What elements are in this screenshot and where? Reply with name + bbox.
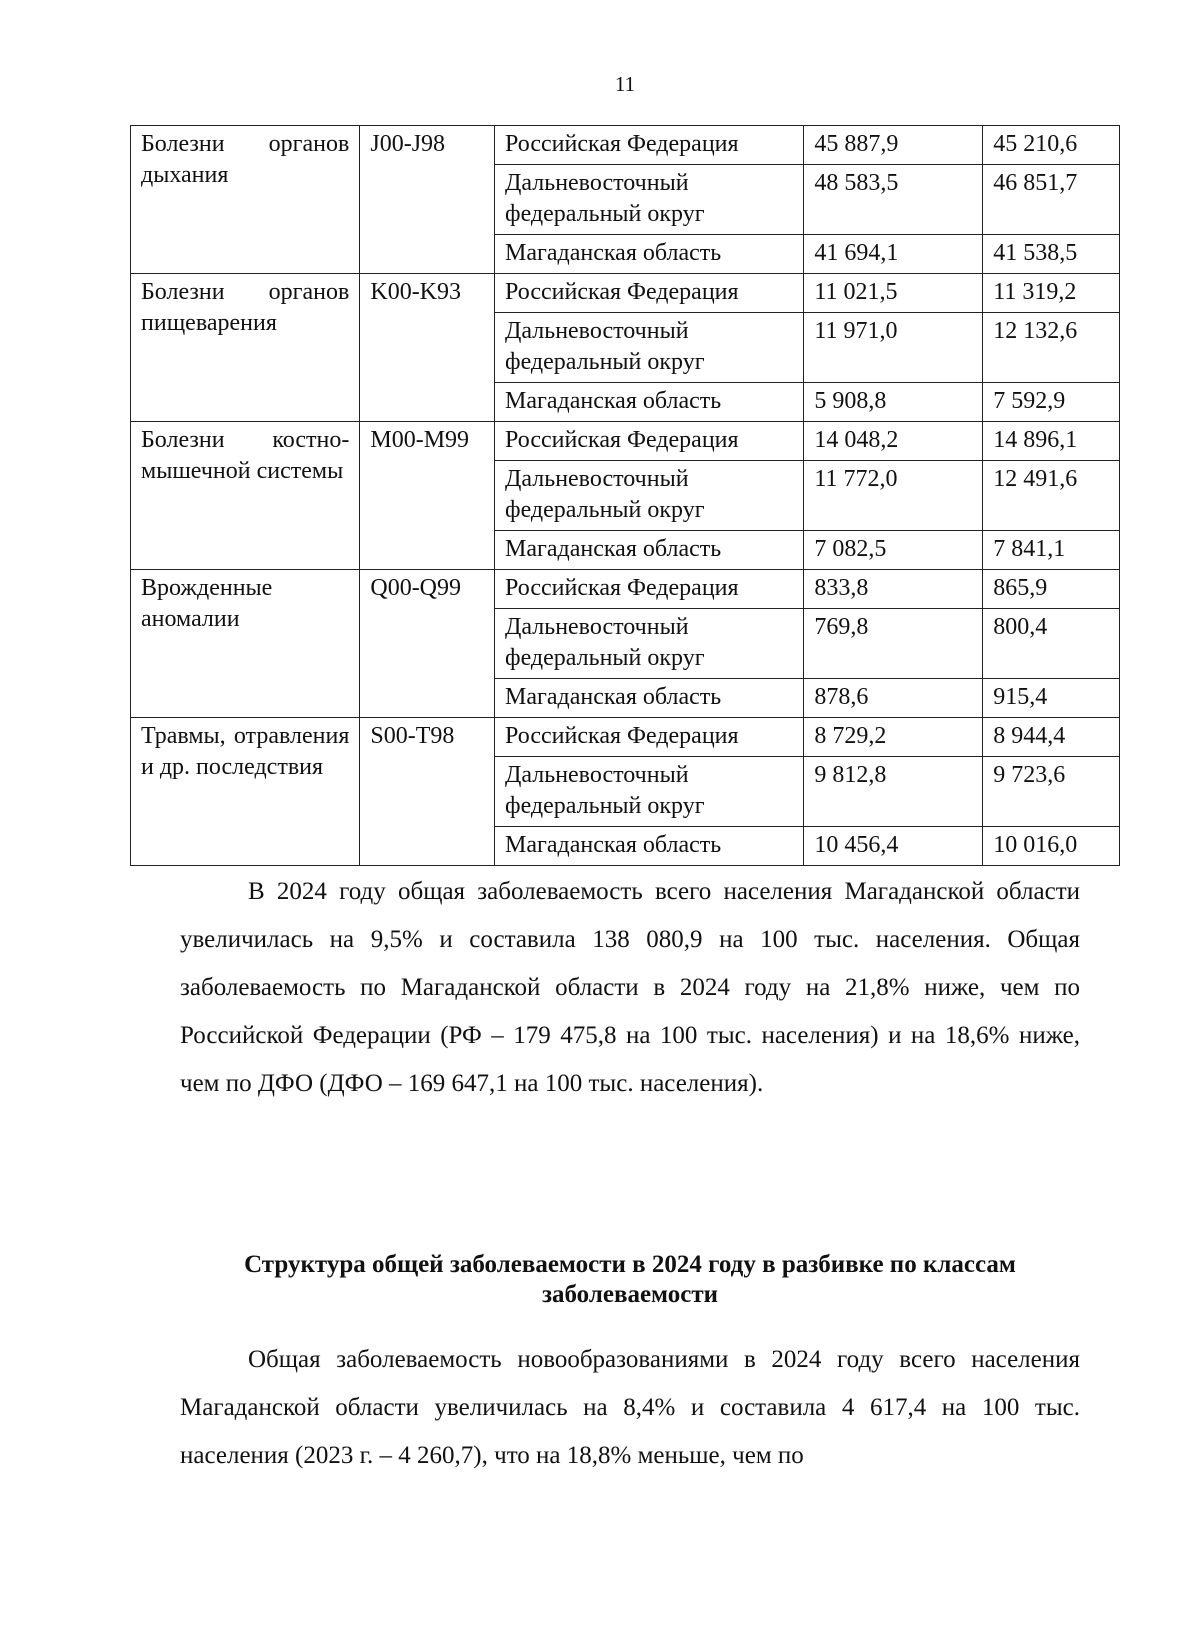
value-2023-cell: 769,8 xyxy=(804,609,983,679)
value-2023-cell: 11 971,0 xyxy=(804,313,983,383)
region-cell: Магаданская область xyxy=(495,383,804,422)
value-2024-cell: 46 851,7 xyxy=(983,165,1120,235)
value-2024-cell: 7 841,1 xyxy=(983,531,1120,570)
paragraph-neoplasms-text: Общая заболеваемость новообразованиями в 2024 году всего населения Магаданской области увеличилась на 8,4% и составила 4 617,4 на 100 тыс. населения (2023 г. – 4 260,7), что на 18,8% меньше, чем по xyxy=(180,1346,1080,1469)
region-cell: Дальневосточный федеральный округ xyxy=(495,313,804,383)
value-2024-cell: 14 896,1 xyxy=(983,422,1120,461)
paragraph-general-morbidity-text: В 2024 году общая заболеваемость всего населения Магаданской области увеличилась на 9,5% и составила 138 080,9 на 100 тыс. населения. Общая заболеваемость по Магаданской области в 2024 году на 21,8% ниже, чем по Российской Федерации (РФ – 179 475,8 на 100 тыс. населения) и на 18,6% ниже, чем по ДФО (ДФО – 169 647,1 на 100 тыс. населения). xyxy=(180,878,1080,1097)
value-2024-cell: 800,4 xyxy=(983,609,1120,679)
morbidity-table xyxy=(130,125,1120,866)
value-2023-cell: 14 048,2 xyxy=(804,422,983,461)
value-2024-cell: 9 723,6 xyxy=(983,757,1120,827)
value-2023-cell: 41 694,1 xyxy=(804,235,983,274)
region-cell: Российская Федерация xyxy=(495,570,804,609)
table-row xyxy=(131,570,1120,609)
region-cell: Магаданская область xyxy=(495,827,804,866)
value-2023-cell: 833,8 xyxy=(804,570,983,609)
value-2023-cell: 11 021,5 xyxy=(804,274,983,313)
icd-code-cell: Q00-Q99 xyxy=(360,570,495,718)
table-row xyxy=(131,422,1120,461)
icd-code-cell: M00-M99 xyxy=(360,422,495,570)
region-cell: Дальневосточный федеральный округ xyxy=(495,461,804,531)
disease-class-cell: Болезни органов дыхания xyxy=(131,126,360,274)
value-2023-cell: 8 729,2 xyxy=(804,718,983,757)
region-cell: Магаданская область xyxy=(495,531,804,570)
value-2024-cell: 41 538,5 xyxy=(983,235,1120,274)
value-2024-cell: 10 016,0 xyxy=(983,827,1120,866)
region-cell: Российская Федерация xyxy=(495,718,804,757)
region-cell: Магаданская область xyxy=(495,235,804,274)
icd-code-cell: S00-T98 xyxy=(360,718,495,866)
section-heading: Структура общей заболеваемости в 2024 году в разбивке по классам заболеваемости xyxy=(244,1251,1016,1308)
region-cell: Российская Федерация xyxy=(495,422,804,461)
value-2024-cell: 7 592,9 xyxy=(983,383,1120,422)
value-2024-cell: 8 944,4 xyxy=(983,718,1120,757)
value-2023-cell: 48 583,5 xyxy=(804,165,983,235)
paragraph-general-morbidity xyxy=(180,868,1080,1108)
value-2024-cell: 11 319,2 xyxy=(983,274,1120,313)
value-2023-cell: 878,6 xyxy=(804,679,983,718)
region-cell: Российская Федерация xyxy=(495,126,804,165)
table-row xyxy=(131,274,1120,313)
icd-code-cell: J00-J98 xyxy=(360,126,495,274)
value-2023-cell: 11 772,0 xyxy=(804,461,983,531)
table-row xyxy=(131,126,1120,165)
region-cell: Дальневосточный федеральный округ xyxy=(495,165,804,235)
region-cell: Магаданская область xyxy=(495,679,804,718)
value-2024-cell: 12 491,6 xyxy=(983,461,1120,531)
region-cell: Российская Федерация xyxy=(495,274,804,313)
icd-code-cell: K00-K93 xyxy=(360,274,495,422)
region-cell: Дальневосточный федеральный округ xyxy=(495,609,804,679)
value-2024-cell: 915,4 xyxy=(983,679,1120,718)
disease-class-cell: Болезни костно-мышечной системы xyxy=(131,422,360,570)
disease-class-cell: Болезни органов пищеварения xyxy=(131,274,360,422)
value-2023-cell: 10 456,4 xyxy=(804,827,983,866)
value-2024-cell: 45 210,6 xyxy=(983,126,1120,165)
disease-class-cell: Травмы, отравления и др. последствия xyxy=(131,718,360,866)
value-2024-cell: 865,9 xyxy=(983,570,1120,609)
region-cell: Дальневосточный федеральный округ xyxy=(495,757,804,827)
value-2023-cell: 9 812,8 xyxy=(804,757,983,827)
table-row xyxy=(131,718,1120,757)
value-2023-cell: 7 082,5 xyxy=(804,531,983,570)
value-2024-cell: 12 132,6 xyxy=(983,313,1120,383)
page-number: 11 xyxy=(614,72,636,96)
morbidity-table-body xyxy=(131,126,1120,866)
value-2023-cell: 45 887,9 xyxy=(804,126,983,165)
value-2023-cell: 5 908,8 xyxy=(804,383,983,422)
paragraph-neoplasms xyxy=(180,1336,1080,1480)
disease-class-cell: Врожденные аномалии xyxy=(131,570,360,718)
